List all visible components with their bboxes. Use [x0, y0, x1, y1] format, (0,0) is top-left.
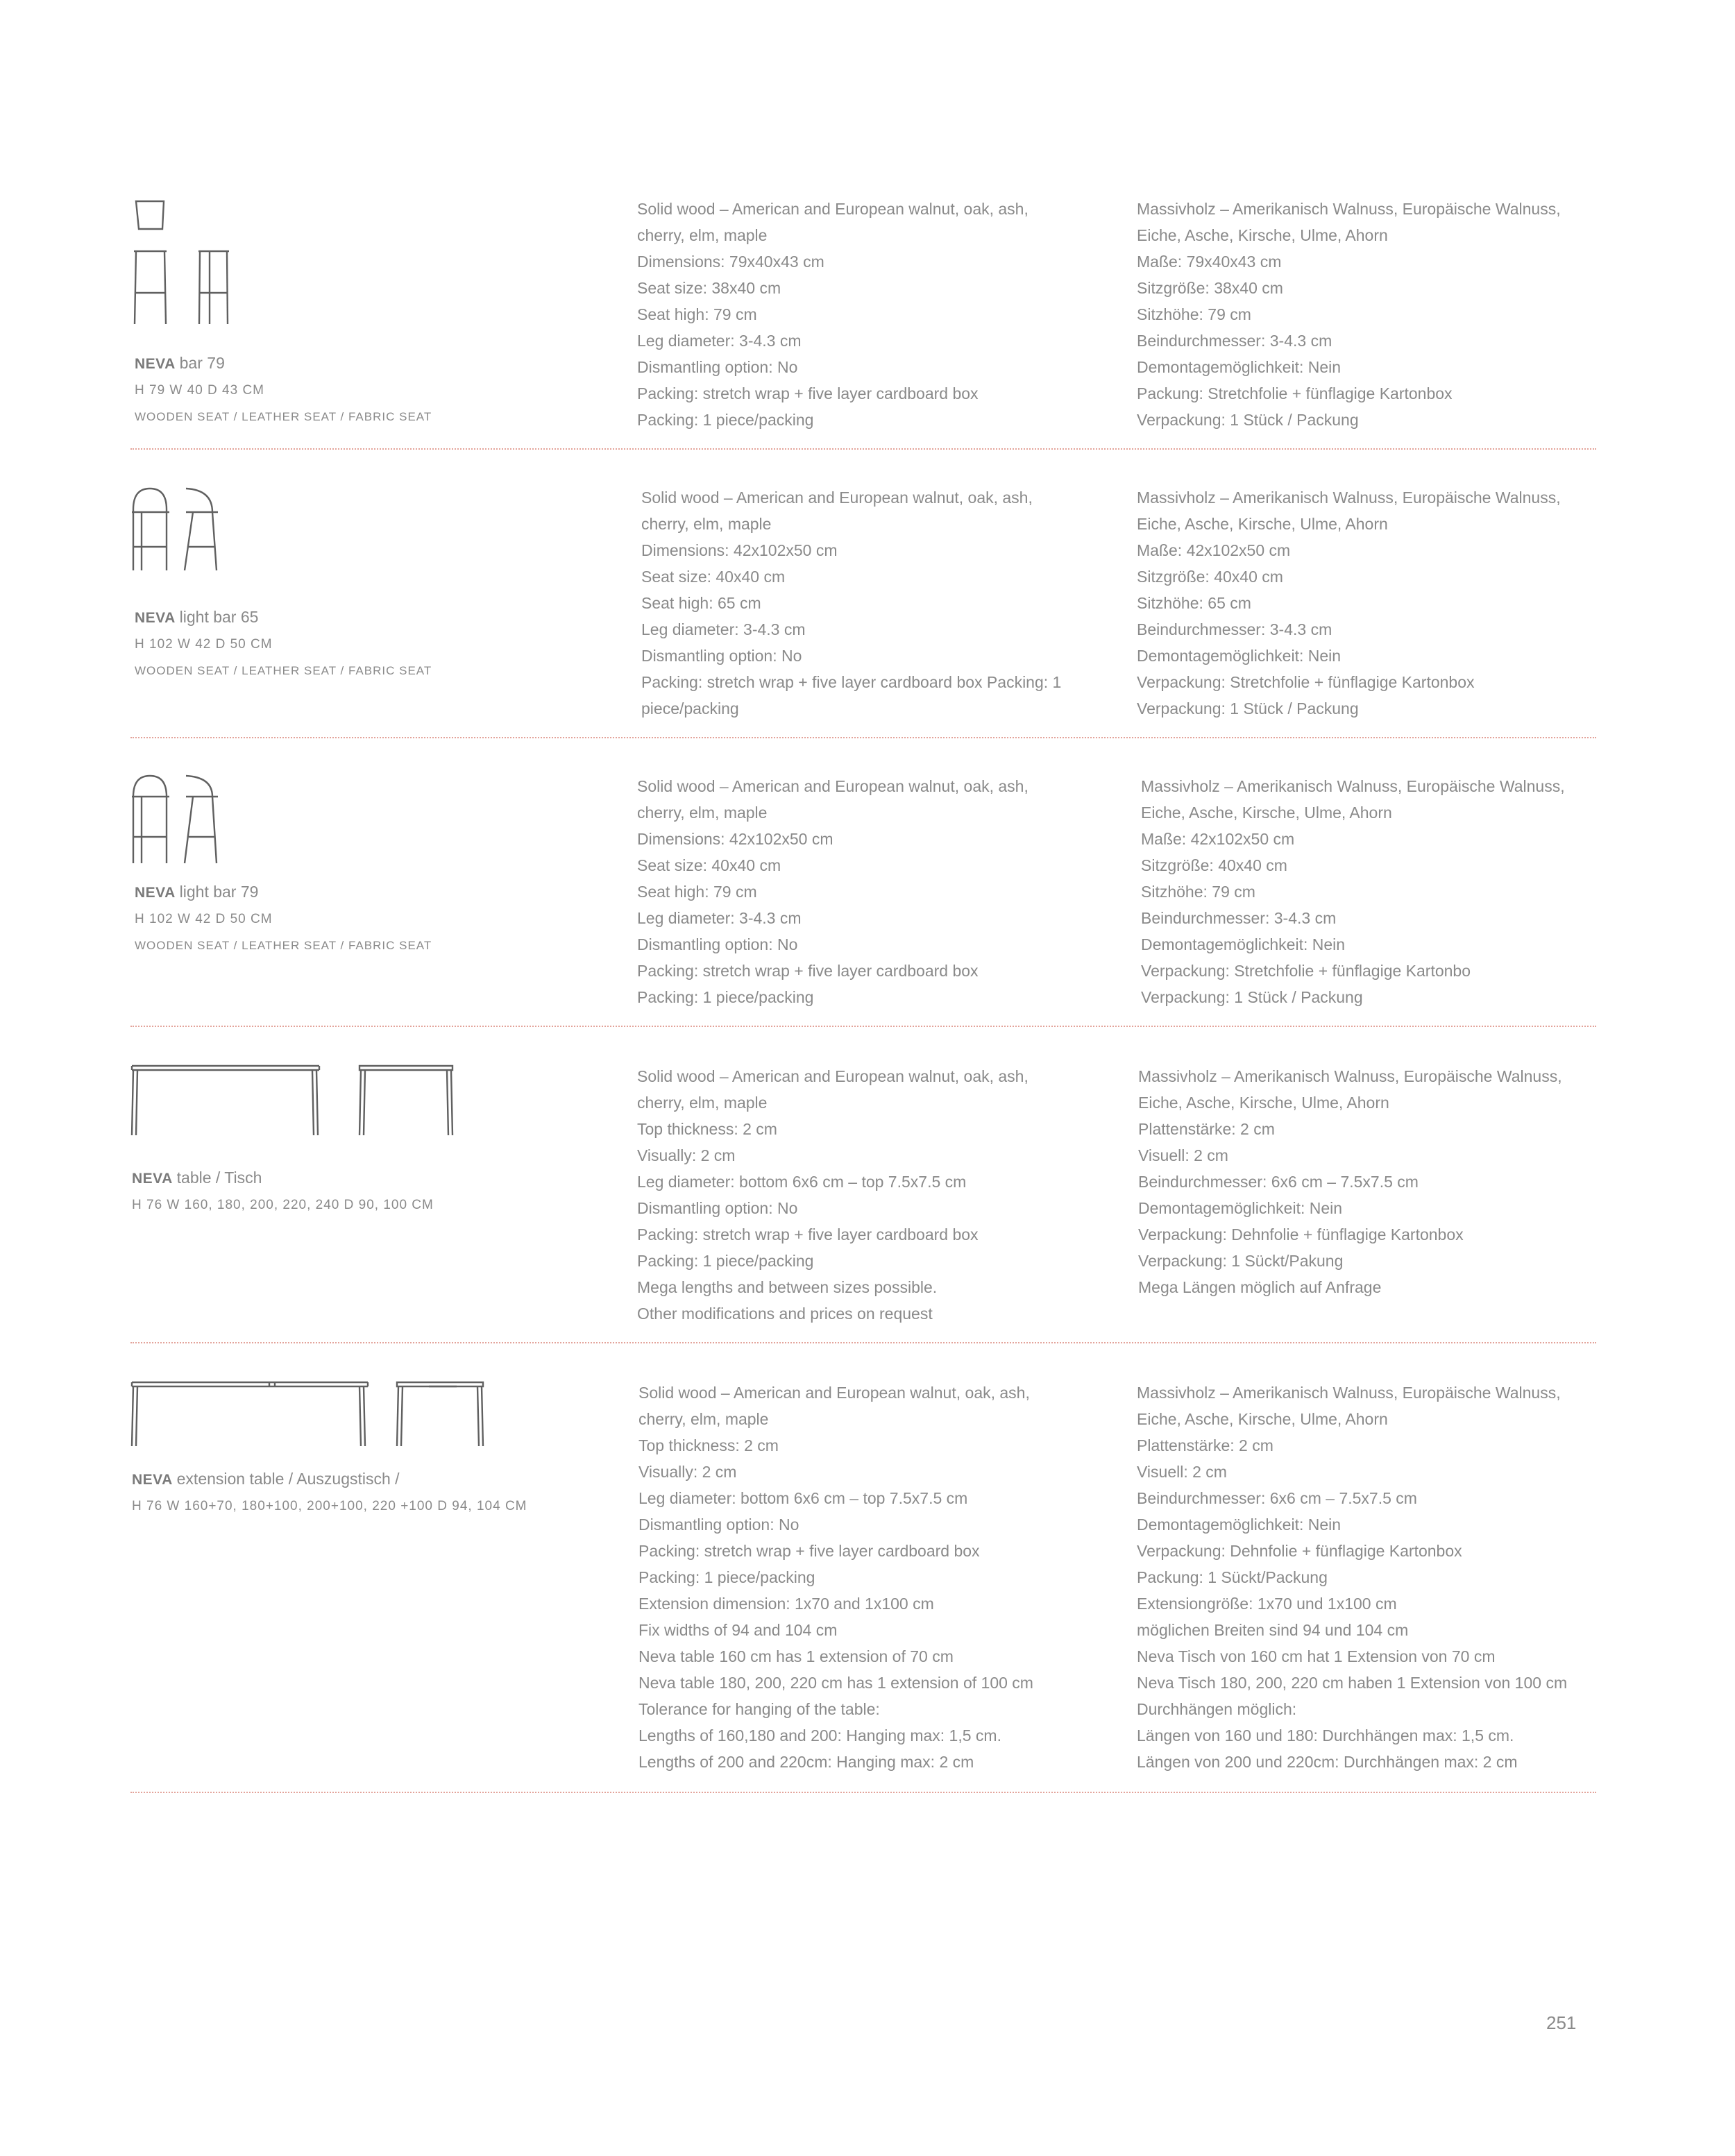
- spec-line: Sitzhöhe: 79 cm: [1141, 883, 1255, 901]
- spec-line: Leg diameter: 3-4.3 cm: [641, 620, 806, 638]
- spec-line: Packung: Stretchfolie + fünflagige Kartonbox: [1137, 384, 1453, 402]
- spec-line: Solid wood – American and European walnut, oak, ash,: [637, 777, 1029, 795]
- brand-label: NEVA: [132, 1171, 173, 1187]
- spec-line: cherry, elm, maple: [637, 804, 768, 822]
- specs-german: [1137, 1380, 1596, 1775]
- product-section-extension-table: [130, 1380, 1596, 1810]
- spec-line: Seat high: 79 cm: [637, 305, 757, 323]
- spec-line: Top thickness: 2 cm: [638, 1436, 779, 1454]
- specs-german: [1138, 1063, 1598, 1300]
- spec-line: Eiche, Asche, Kirsche, Ulme, Ahorn: [1141, 804, 1392, 822]
- section-divider: [130, 1342, 1596, 1343]
- spec-line: Neva Tisch 180, 200, 220 cm haben 1 Extension von 100 cm: [1137, 1674, 1568, 1692]
- spec-line: Seat size: 40x40 cm: [641, 568, 786, 586]
- spec-line: Massivholz – Amerikanisch Walnuss, Europäische Walnuss,: [1137, 1384, 1561, 1402]
- spec-line: Packung: 1 Sückt/Packung: [1137, 1568, 1328, 1586]
- spec-line: Dimensions: 42x102x50 cm: [641, 541, 838, 559]
- spec-line: Beindurchmesser: 3-4.3 cm: [1141, 909, 1337, 927]
- spec-line: Sitzgröße: 40x40 cm: [1137, 568, 1283, 586]
- spec-line: Visually: 2 cm: [638, 1463, 737, 1481]
- spec-line: Mega lengths and between sizes possible.: [637, 1278, 938, 1296]
- spec-line: Eiche, Asche, Kirsche, Ulme, Ahorn: [1137, 226, 1388, 244]
- spec-line: Packing: 1 piece/packing: [637, 411, 814, 429]
- brand-label: NEVA: [135, 885, 176, 901]
- bar-stool-icon: [130, 196, 255, 328]
- seat-options-label: WOODEN SEAT / LEATHER SEAT / FABRIC SEAT: [135, 664, 432, 677]
- dimensions-label: H 76 W 160, 180, 200, 220, 240 D 90, 100 CM: [132, 1198, 434, 1212]
- spec-line: Neva table 180, 200, 220 cm has 1 extension of 100 cm: [638, 1674, 1033, 1692]
- specs-english: [637, 773, 1116, 1010]
- specs-german: [1137, 484, 1596, 722]
- dimensions-label: H 76 W 160+70, 180+100, 200+100, 220 +100 D 94, 104 CM: [132, 1499, 527, 1513]
- dimensions-label: H 79 W 40 D 43 CM: [135, 383, 264, 398]
- brand-label: NEVA: [135, 356, 176, 372]
- specs-english: [638, 1380, 1117, 1775]
- spec-line: Lengths of 200 and 220cm: Hanging max: 2 cm: [638, 1753, 974, 1771]
- spec-line: Massivholz – Amerikanisch Walnuss, Europäische Walnuss,: [1137, 200, 1561, 218]
- spec-line: Neva Tisch von 160 cm hat 1 Extension von 70 cm: [1137, 1647, 1496, 1665]
- spec-line: Packing: stretch wrap + five layer cardboard box: [638, 1542, 980, 1560]
- specs-english: [637, 1063, 1116, 1327]
- model-label: light bar 79: [179, 883, 259, 901]
- spec-line: Massivholz – Amerikanisch Walnuss, Europäische Walnuss,: [1138, 1067, 1562, 1085]
- spec-line: Beindurchmesser: 3-4.3 cm: [1137, 620, 1332, 638]
- spec-line: Dismantling option: No: [641, 647, 802, 665]
- model-label: light bar 65: [179, 608, 259, 626]
- page-number: 251: [1546, 2012, 1577, 2033]
- spec-line: Dimensions: 42x102x50 cm: [637, 830, 833, 848]
- spec-line: Packing: stretch wrap + five layer cardboard box Packing: 1: [641, 673, 1062, 691]
- spec-line: Plattenstärke: 2 cm: [1137, 1436, 1273, 1454]
- product-section-light-bar-79: [130, 773, 1596, 1016]
- section-divider: [130, 1792, 1596, 1793]
- backrest-bar-stool-icon: [130, 484, 235, 573]
- spec-line: Packing: stretch wrap + five layer cardboard box: [637, 962, 979, 980]
- brand-label: NEVA: [135, 610, 176, 626]
- spec-line: Dismantling option: No: [637, 1199, 798, 1217]
- specs-english: [637, 196, 1116, 433]
- spec-line: Seat size: 40x40 cm: [637, 856, 781, 874]
- spec-line: Neva table 160 cm has 1 extension of 70 cm: [638, 1647, 954, 1665]
- backrest-bar-stool-icon: [130, 773, 235, 866]
- section-divider: [130, 1026, 1596, 1027]
- model-label: bar 79: [179, 354, 225, 372]
- spec-line: Demontagemöglichkeit: Nein: [1137, 647, 1342, 665]
- seat-options-label: WOODEN SEAT / LEATHER SEAT / FABRIC SEAT: [135, 939, 432, 952]
- spec-line: Sitzhöhe: 79 cm: [1137, 305, 1251, 323]
- spec-line: Sitzhöhe: 65 cm: [1137, 594, 1251, 612]
- spec-line: cherry, elm, maple: [637, 1094, 768, 1112]
- spec-line: Längen von 200 und 220cm: Durchhängen max: 2 cm: [1137, 1753, 1518, 1771]
- spec-line: Solid wood – American and European walnut, oak, ash,: [641, 489, 1033, 507]
- spec-line: Seat high: 79 cm: [637, 883, 757, 901]
- spec-line: Eiche, Asche, Kirsche, Ulme, Ahorn: [1138, 1094, 1389, 1112]
- spec-line: Verpackung: 1 Stück / Packung: [1141, 988, 1363, 1006]
- spec-line: Solid wood – American and European walnut, oak, ash,: [637, 1067, 1029, 1085]
- dimensions-label: H 102 W 42 D 50 CM: [135, 912, 273, 926]
- spec-line: Verpackung: 1 Sückt/Pakung: [1138, 1252, 1344, 1270]
- spec-line: Extensiongröße: 1x70 und 1x100 cm: [1137, 1595, 1397, 1613]
- spec-line: Demontagemöglichkeit: Nein: [1137, 358, 1342, 376]
- product-name: [135, 878, 432, 906]
- dimensions-label: H 102 W 42 D 50 CM: [135, 637, 273, 652]
- spec-line: Verpackung: Stretchfolie + fünflagige Kartonbo: [1141, 962, 1471, 980]
- spec-line: Maße: 42x102x50 cm: [1141, 830, 1295, 848]
- spec-line: Verpackung: Stretchfolie + fünflagige Kartonbox: [1137, 673, 1475, 691]
- spec-line: Demontagemöglichkeit: Nein: [1137, 1516, 1342, 1534]
- spec-line: Beindurchmesser: 6x6 cm – 7.5x7.5 cm: [1137, 1489, 1417, 1507]
- spec-line: Beindurchmesser: 3-4.3 cm: [1137, 332, 1332, 350]
- spec-line: Eiche, Asche, Kirsche, Ulme, Ahorn: [1137, 1410, 1388, 1428]
- spec-line: Sitzgröße: 38x40 cm: [1137, 279, 1283, 297]
- spec-line: Seat high: 65 cm: [641, 594, 761, 612]
- spec-line: Packing: stretch wrap + five layer cardboard box: [637, 1225, 979, 1243]
- spec-line: Beindurchmesser: 6x6 cm – 7.5x7.5 cm: [1138, 1173, 1419, 1191]
- spec-line: Tolerance for hanging of the table:: [638, 1700, 880, 1718]
- spec-line: cherry, elm, maple: [637, 226, 768, 244]
- spec-line: Other modifications and prices on request: [637, 1305, 933, 1323]
- spec-line: Eiche, Asche, Kirsche, Ulme, Ahorn: [1137, 515, 1388, 533]
- spec-line: Massivholz – Amerikanisch Walnuss, Europäische Walnuss,: [1137, 489, 1561, 507]
- spec-line: Packing: 1 piece/packing: [637, 1252, 814, 1270]
- spec-line: cherry, elm, maple: [638, 1410, 769, 1428]
- spec-line: Fix widths of 94 and 104 cm: [638, 1621, 838, 1639]
- spec-line: Dimensions: 79x40x43 cm: [637, 253, 824, 271]
- spec-line: Leg diameter: bottom 6x6 cm – top 7.5x7.5 cm: [638, 1489, 968, 1507]
- spec-line: Verpackung: Dehnfolie + fünflagige Kartonbox: [1138, 1225, 1464, 1243]
- spec-line: Lengths of 160,180 and 200: Hanging max: 1,5 cm.: [638, 1726, 1001, 1745]
- spec-line: Dismantling option: No: [637, 935, 798, 953]
- model-label: table / Tisch: [176, 1169, 262, 1187]
- spec-line: Maße: 42x102x50 cm: [1137, 541, 1291, 559]
- spec-line: Verpackung: Dehnfolie + fünflagige Kartonbox: [1137, 1542, 1462, 1560]
- spec-line: Massivholz – Amerikanisch Walnuss, Europäische Walnuss,: [1141, 777, 1565, 795]
- section-divider: [130, 737, 1596, 738]
- product-name: [135, 350, 432, 377]
- spec-line: Leg diameter: 3-4.3 cm: [637, 332, 802, 350]
- spec-line: Packing: stretch wrap + five layer cardboard box: [637, 384, 979, 402]
- spec-line: Mega Längen möglich auf Anfrage: [1138, 1278, 1382, 1296]
- spec-line: Solid wood – American and European walnut, oak, ash,: [637, 200, 1029, 218]
- spec-line: cherry, elm, maple: [641, 515, 772, 533]
- spec-line: piece/packing: [641, 699, 739, 718]
- spec-line: Extension dimension: 1x70 and 1x100 cm: [638, 1595, 934, 1613]
- spec-line: Verpackung: 1 Stück / Packung: [1137, 411, 1359, 429]
- spec-line: Plattenstärke: 2 cm: [1138, 1120, 1275, 1138]
- spec-line: Seat size: 38x40 cm: [637, 279, 781, 297]
- specs-english: [641, 484, 1120, 722]
- spec-line: Leg diameter: 3-4.3 cm: [637, 909, 802, 927]
- product-section-table: [130, 1063, 1596, 1341]
- spec-line: möglichen Breiten sind 94 und 104 cm: [1137, 1621, 1409, 1639]
- product-name: [132, 1466, 527, 1493]
- spec-line: Demontagemöglichkeit: Nein: [1141, 935, 1346, 953]
- specs-german: [1141, 773, 1600, 1010]
- spec-line: Demontagemöglichkeit: Nein: [1138, 1199, 1343, 1217]
- product-name: [135, 604, 432, 631]
- spec-line: Leg diameter: bottom 6x6 cm – top 7.5x7.5 cm: [637, 1173, 967, 1191]
- spec-line: Sitzgröße: 40x40 cm: [1141, 856, 1287, 874]
- spec-line: Packing: 1 piece/packing: [638, 1568, 815, 1586]
- spec-line: Dismantling option: No: [638, 1516, 799, 1534]
- spec-line: Visually: 2 cm: [637, 1146, 736, 1164]
- model-label: extension table / Auszugstisch /: [176, 1470, 400, 1488]
- spec-line: Solid wood – American and European walnut, oak, ash,: [638, 1384, 1030, 1402]
- product-section-light-bar-65: [130, 484, 1596, 727]
- extension-table-icon: [130, 1380, 491, 1449]
- spec-line: Packing: 1 piece/packing: [637, 988, 814, 1006]
- section-divider: [130, 448, 1596, 450]
- specs-german: [1137, 196, 1596, 433]
- product-name: [132, 1164, 434, 1192]
- spec-line: Dismantling option: No: [637, 358, 798, 376]
- spec-line: Verpackung: 1 Stück / Packung: [1137, 699, 1359, 718]
- spec-line: Visuell: 2 cm: [1137, 1463, 1227, 1481]
- spec-line: Maße: 79x40x43 cm: [1137, 253, 1282, 271]
- spec-line: Top thickness: 2 cm: [637, 1120, 777, 1138]
- brand-label: NEVA: [132, 1472, 173, 1488]
- table-icon: [130, 1063, 464, 1139]
- spec-line: Durchhängen möglich:: [1137, 1700, 1297, 1718]
- spec-line: Visuell: 2 cm: [1138, 1146, 1228, 1164]
- product-section-bar-79: [130, 196, 1596, 439]
- spec-line: Längen von 160 und 180: Durchhängen max: 1,5 cm.: [1137, 1726, 1514, 1745]
- seat-options-label: WOODEN SEAT / LEATHER SEAT / FABRIC SEAT: [135, 410, 432, 423]
